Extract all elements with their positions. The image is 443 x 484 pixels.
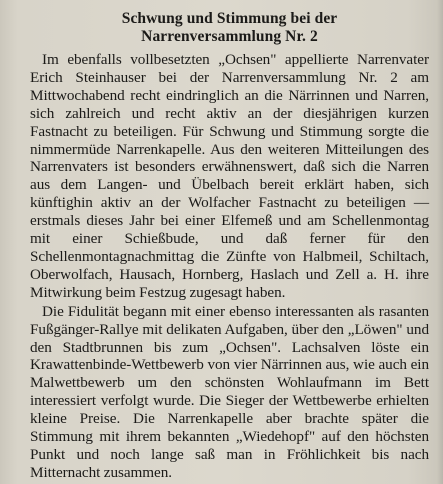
headline-line-1: Schwung und Stimmung bei der — [121, 10, 338, 27]
article-paragraph-2: Die Fidulität begann mit einer ebenso interessanten als rasanten Fußgänger-Rallye mit delikaten Aufgaben, über den „Löwen" und den Stadtbrunnen bis zum „Ochsen". Lachsalven löste ein Krawattenbinde-Wettbewerb von vier Närrinnen aus, wie auch ein Malwettbewerb um den schönsten Wohlaufmann im Bett interessiert verfolgt wurde. Die Sieger der Wettbewerbe erhielten kleine Preise. Die Narrenkapelle aber brachte später die Stimmung mit ihrem bekannten „Wiedehopf" auf den höchsten Punkt und noch lange saß man in Fröhlichkeit bis nach Mitternacht zusammen. — [30, 302, 429, 481]
article-headline — [30, 10, 429, 46]
article-paragraph-1: Im ebenfalls vollbesetzten „Ochsen" appellierte Narrenvater Erich Steinhauser bei der Narrenversammlung Nr. 2 am Mittwochabend recht eindringlich an die Närrinnen und Narren, sich zahlreich und recht aktiv an der diesjährigen kurzen Fastnacht zu beteiligen. Für Schwung und Stimmung sorgte die nimmermüde Narrenkapelle. Aus den weiteren Mitteilungen des Narrenvaters ist besonders erwähnenswert, daß sich die Narren aus dem Langen- und Übelbach bereit erklärt haben, sich künftighin aktiv an der Wolfacher Fastnacht zu beteiligen — erstmals dieses Jahr bei einer Elfemeß und am Schellenmontag mit einer Schießbude, und daß ferner für den Schellenmontagnachmittag die Zünfte von Halbmeil, Schiltach, Oberwolfach, Hausach, Hornberg, Haslach und Zell a. H. ihre Mitwirkung beim Festzug zugesagt haben. — [30, 51, 429, 301]
headline-line-2: Narrenversammlung Nr. 2 — [141, 28, 318, 45]
